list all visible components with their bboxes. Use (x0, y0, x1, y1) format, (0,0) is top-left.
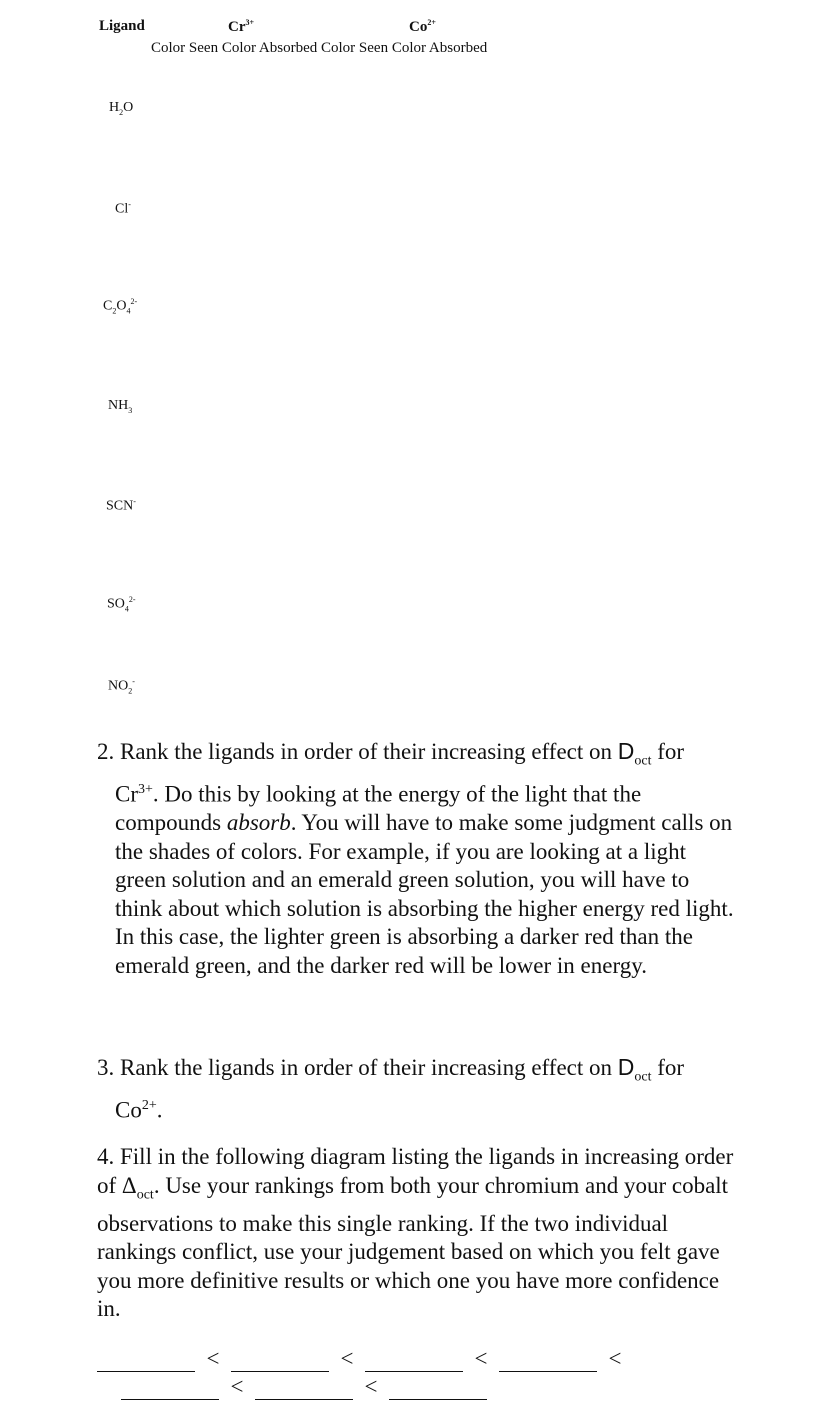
ranking-blank-1[interactable] (97, 1351, 195, 1372)
ranking-row-2 (121, 1374, 487, 1400)
ligand-c2o4: $C_2O_4^{2-}$ (103, 297, 138, 316)
ligand-no2: $NO_2^-$ (108, 677, 135, 696)
ranking-blank-4[interactable] (499, 1351, 597, 1372)
ligand-so4: $SO_4^{2-}$ (107, 595, 136, 614)
ligand-cl: Cl- (115, 200, 131, 217)
ranking-blank-3[interactable] (365, 1351, 463, 1372)
ranking-blank-2[interactable] (231, 1351, 329, 1372)
ranking-blank-6[interactable] (255, 1379, 353, 1400)
cr-color-absorbed-header: Color Absorbed (221, 40, 318, 56)
less-than-symbol: < (474, 1346, 488, 1371)
co-header: $Co^{2+}$ (409, 18, 436, 35)
ligand-nh3: $NH_3$ (108, 398, 133, 415)
ligand-h2o: $H_2O$ (109, 100, 134, 117)
less-than-symbol: < (608, 1346, 622, 1371)
less-than-symbol: < (206, 1346, 220, 1371)
cr-color-seen-header: Color Seen (151, 40, 219, 56)
ranking-blank-5[interactable] (121, 1379, 219, 1400)
subheader-row (151, 40, 487, 57)
cr-header: $Cr^{3+}$ (228, 18, 255, 35)
ligand-header: Ligand (99, 18, 145, 34)
less-than-symbol: < (340, 1346, 354, 1371)
ranking-blank-7[interactable] (389, 1379, 487, 1400)
less-than-symbol: < (364, 1374, 378, 1399)
question-2: 2. Rank the ligands in order of their increasing effect on $D_{oct}$ for $Cr^{3+}$. Do this by looking at the energy of the light that the compounds absorb. You will have to make some judgment calls on the shades of colors. For example, if you are looking at a light green solution and an emerald green solution, you will have to think about which solution is absorbing the higher energy red light. In this case, the lighter green is absorbing a darker red than the emerald green, and the darker red will be lower in energy. (97, 738, 734, 978)
question-3: 3. Rank the ligands in order of their increasing effect on $D_{oct}$ for $Co^{2+}$. (97, 1054, 685, 1123)
co-color-seen-header: Color Seen (321, 40, 389, 56)
co-color-absorbed-header: Color Absorbed (391, 40, 488, 56)
question-4: 4. Fill in the following diagram listing the ligands in increasing order of $\Delta_{oct}$. Use your rankings from both your chromium and your cobalt observations to make this single ranking. If the two individual rankings conflict, use your judgement based on which you felt gave you more definitive results or which one you have more confidence in. (97, 1144, 734, 1322)
less-than-symbol: < (230, 1374, 244, 1399)
ranking-row-1 (97, 1346, 633, 1372)
ligand-scn: SCN- (106, 497, 136, 514)
